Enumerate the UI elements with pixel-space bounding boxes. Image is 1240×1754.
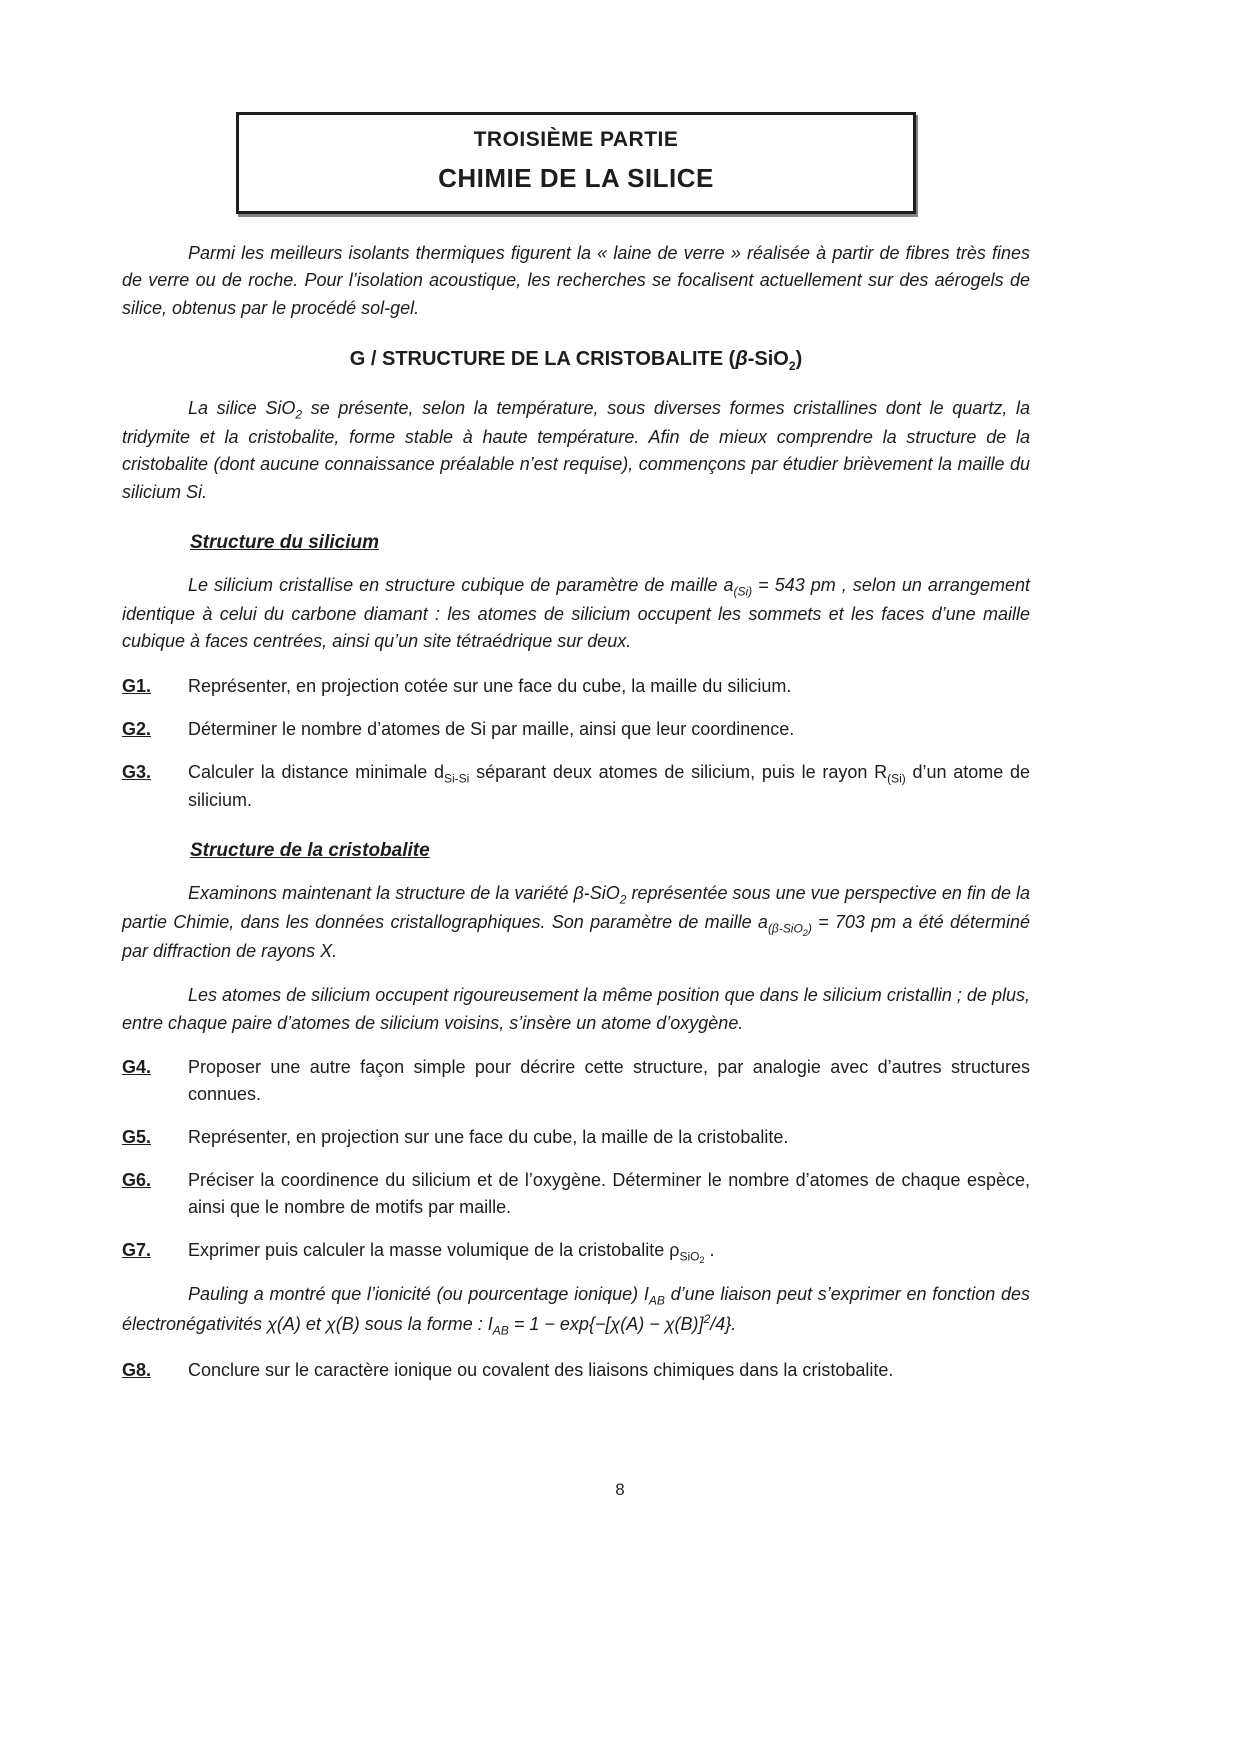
part-title: TROISIÈME PARTIE: [473, 128, 679, 151]
chapter-title: CHIMIE DE LA SILICE: [438, 163, 714, 193]
question-label-g4: G4.: [122, 1056, 152, 1077]
question-g3: [122, 759, 1030, 815]
title-box: [236, 112, 916, 214]
question-label-g2: G2.: [122, 718, 152, 739]
subheading-silicium: Structure du silicium: [190, 531, 379, 553]
question-g7: [122, 1237, 1030, 1266]
question-g2: [122, 716, 1030, 743]
question-text-g8: Conclure sur le caractère ionique ou covalent des liaisons chimiques dans la cristobalite.: [188, 1360, 894, 1381]
question-g8: [122, 1357, 1030, 1384]
question-label-g5: G5.: [122, 1126, 152, 1147]
question-text-g5: Représenter, en projection sur une face du cube, la maille de la cristobalite.: [188, 1126, 789, 1147]
question-text-g2: Déterminer le nombre d’atomes de Si par maille, ainsi que leur coordinence.: [188, 718, 795, 739]
cristobalite-paragraph-2: Les atomes de silicium occupent rigoureusement la même position que dans le silicium cristallin ; de plus, entre chaque paire d’atomes de silicium voisins, s’insère un atome d’oxygène.: [122, 985, 1030, 1033]
section-heading: G / STRUCTURE DE LA CRISTOBALITE (β-SiO$_2$): [349, 348, 803, 374]
silica-intro-paragraph: La silice SiO$_2$ se présente, selon la température, sous diverses formes cristallines dont le quartz, la tridymite et la cristobalite, forme stable à haute température. Afin de mieux comprendre la structure de la cristobalite (dont aucune connaissance préalable n’est requise), commençons par étudier brièvement la maille du silicium Si.: [122, 398, 1031, 502]
cristobalite-paragraph-1: Examinons maintenant la structure de la variété β-SiO$_2$ représentée sous une vue perspective en fin de la partie Chimie, dans les données cristallographiques. Son paramètre de maille $a_{(\beta-SiO2)} = 703$ pm a été déterminé par diffraction de rayons X.: [122, 883, 1030, 961]
question-label-g1: G1.: [122, 675, 152, 696]
question-g1: [122, 673, 1030, 700]
question-text-g7: Exprimer puis calculer la masse volumique de la cristobalite $\rho_{SiO2}$ .: [188, 1239, 715, 1266]
pauling-paragraph: Pauling a montré que l’ionicité (ou pourcentage ionique) $I_{AB}$ d’une liaison peut s’exprimer en fonction des électronégativités χ(A) et χ(B) sous la forme : $I_{AB} = 1 - \exp\{-[\chi(A) - \chi(B)]^2/4\}$.: [122, 1284, 1030, 1338]
question-label-g3: G3.: [122, 761, 152, 782]
question-text-g1: Représenter, en projection cotée sur une face du cube, la maille du silicium.: [188, 675, 792, 696]
question-g4: [122, 1054, 1030, 1108]
intro-paragraph: Parmi les meilleurs isolants thermiques figurent la « laine de verre » réalisée à partir de fibres très fines de verre ou de roche. Pour l’isolation acoustique, les recherches se focalisent actuellement sur des aérogels de silice, obtenus par le procédé sol-gel.: [122, 243, 1030, 318]
question-label-g7: G7.: [122, 1239, 152, 1260]
silicium-paragraph: Le silicium cristallise en structure cubique de paramètre de maille $a_{(Si)} = 543$ pm , selon un arrangement identique à celui du carbone diamant : les atomes de silicium occupent les sommets et les faces d’une maille cubique à faces centrées, ainsi qu’un site tétraédrique sur deux.: [122, 574, 1030, 652]
question-text-g4: Proposer une autre façon simple pour décrire cette structure, par analogie avec d’autres structures connues.: [188, 1056, 1030, 1104]
question-text-g6: Préciser la coordinence du silicium et de l’oxygène. Déterminer le nombre d’atomes de chaque espèce, ainsi que le nombre de motifs par maille.: [188, 1169, 1030, 1217]
question-g6: [122, 1167, 1030, 1221]
subheading-cristobalite: Structure de la cristobalite: [190, 840, 430, 862]
question-label-g6: G6.: [122, 1169, 152, 1190]
question-g5: [122, 1124, 1030, 1151]
question-label-g8: G8.: [122, 1360, 152, 1381]
page-number: 8: [615, 1480, 625, 1499]
question-text-g3: Calculer la distance minimale $d_{Si-Si}$ séparant deux atomes de silicium, puis le rayon $R_{(Si)}$ d’un atome de silicium.: [188, 761, 1031, 811]
